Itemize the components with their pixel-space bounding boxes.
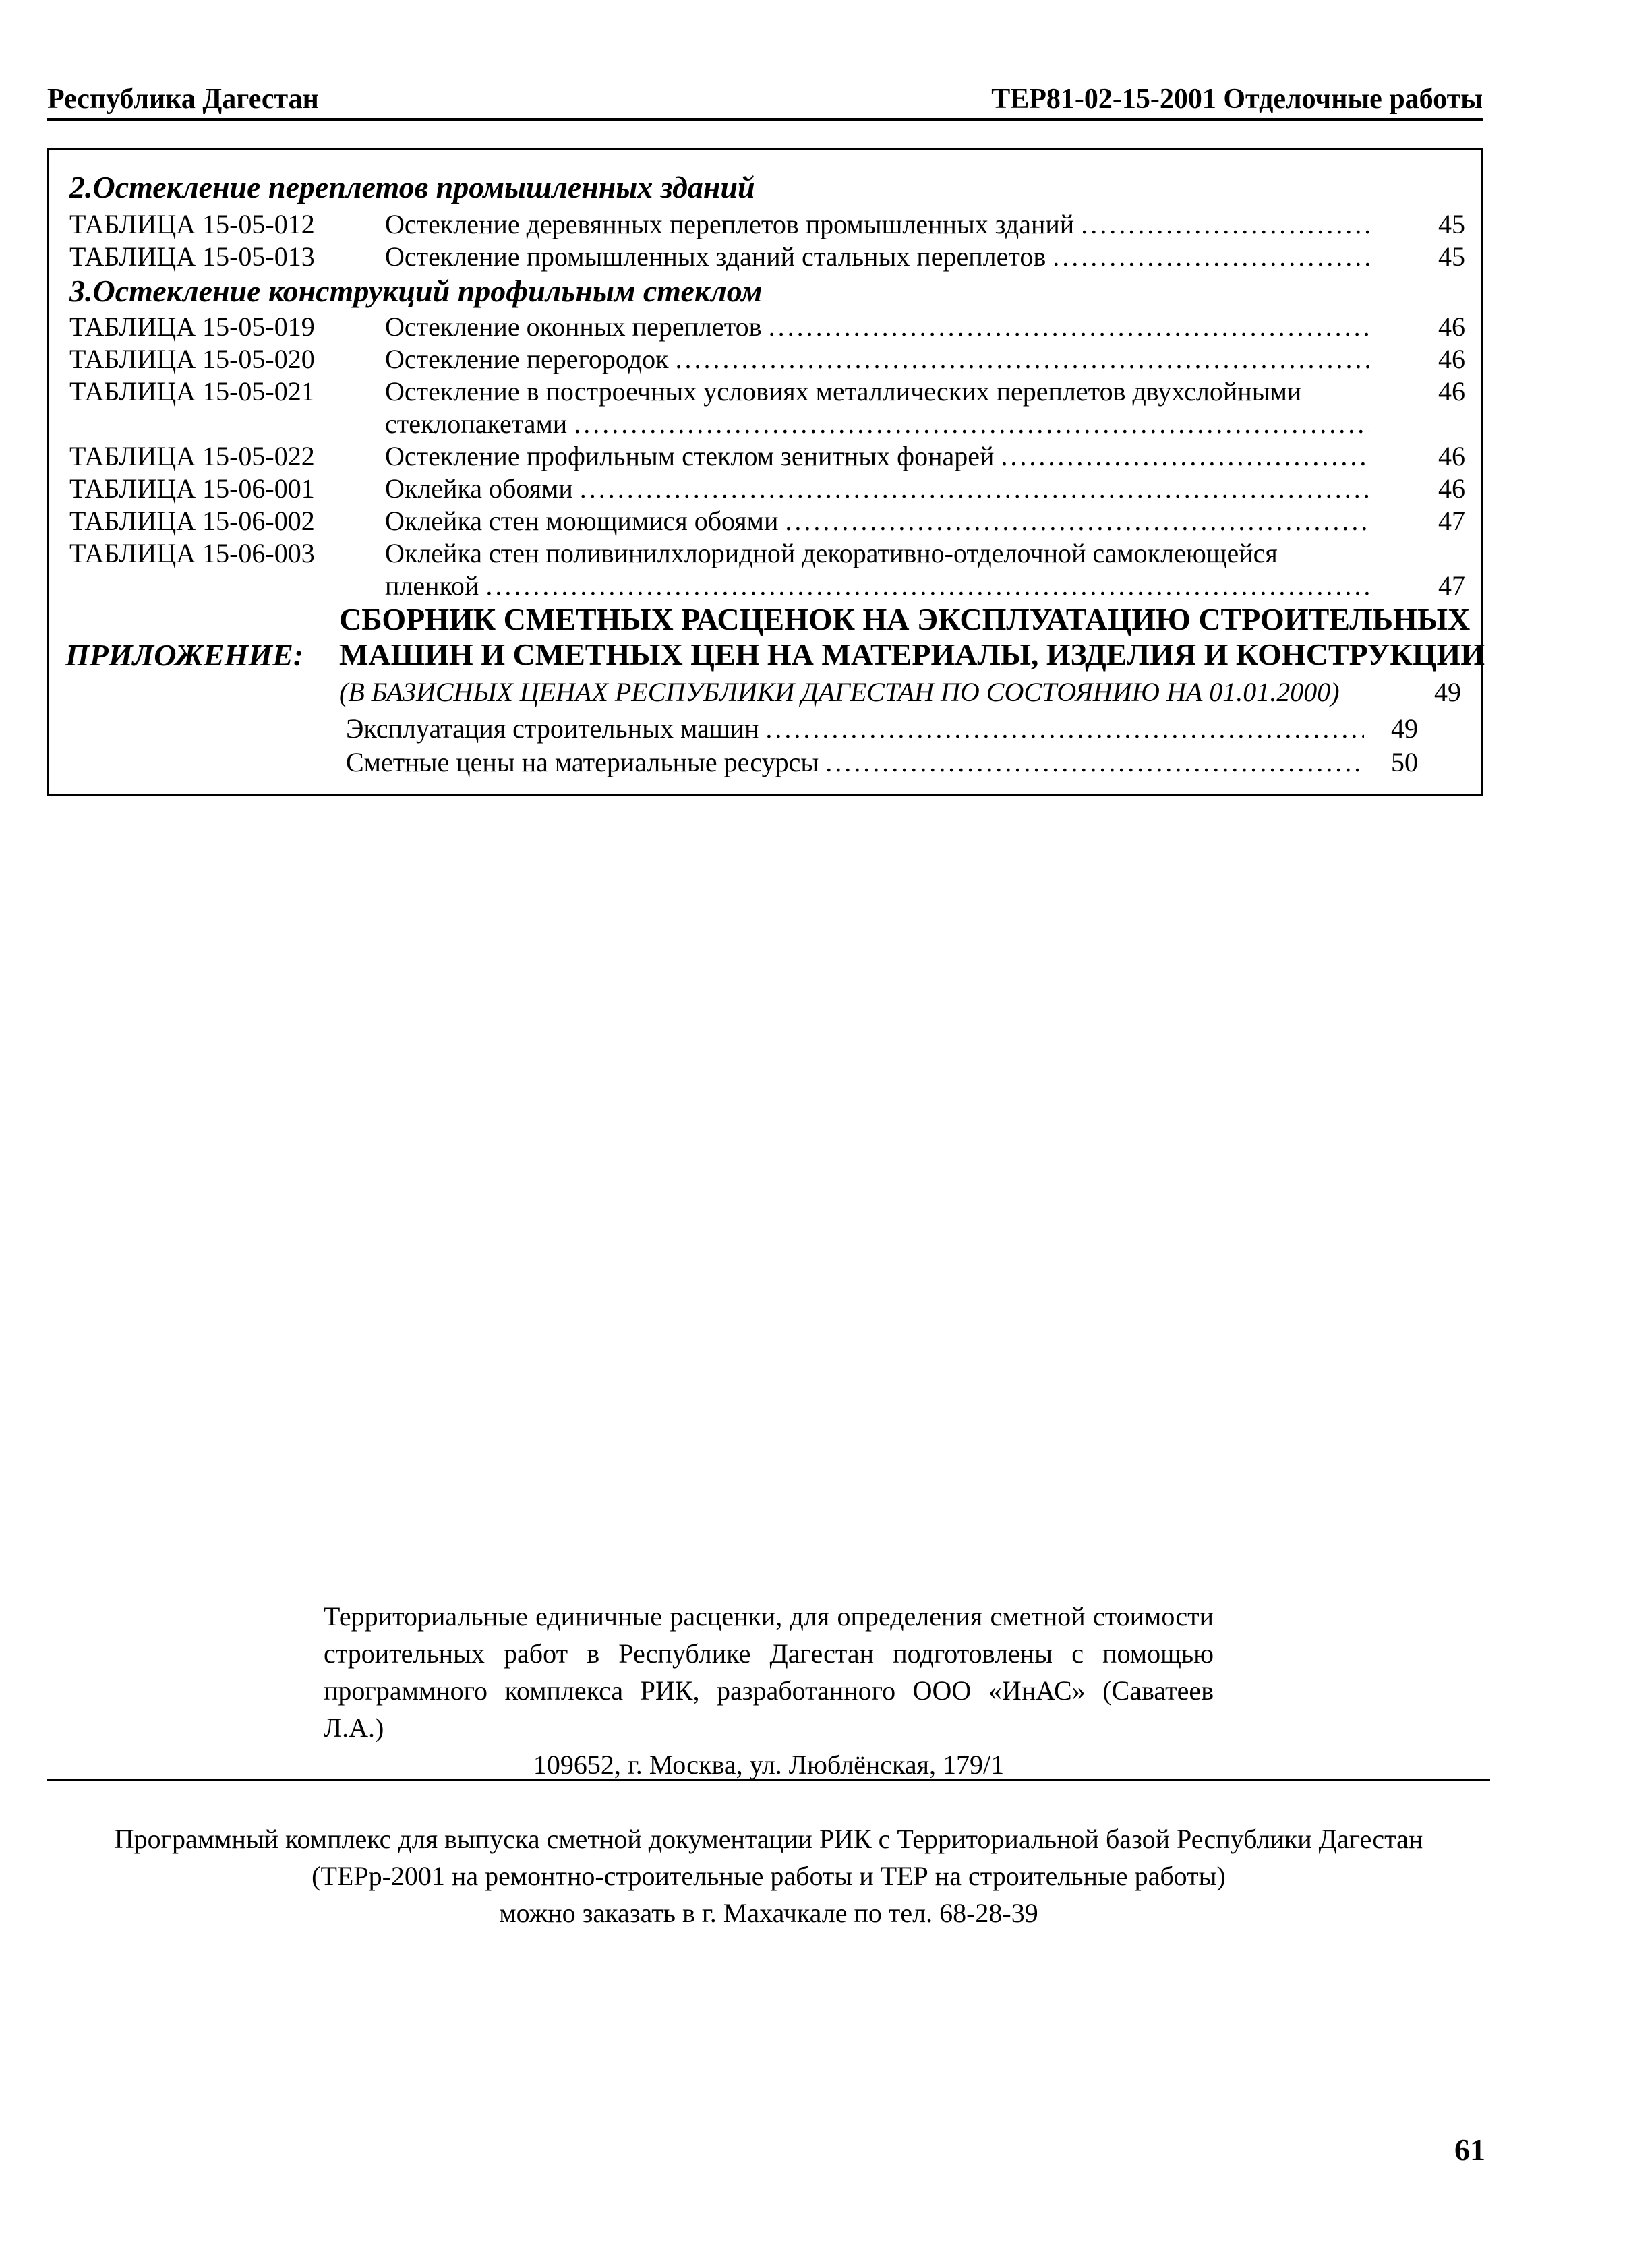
toc-entry-code: ТАБЛИЦА 15-05-021 xyxy=(69,376,315,407)
page-number: 61 xyxy=(1454,2132,1485,2167)
horizontal-rule xyxy=(47,1779,1490,1781)
toc-entry-title-line2: пленкой . . . xyxy=(385,570,1369,602)
toc-entry-title: Оклейка обоями . . . xyxy=(385,473,1369,505)
toc-entry-page: 46 xyxy=(1438,473,1465,504)
section-3-title: 3.Остекление конструкций профильным стеклом xyxy=(69,274,763,308)
toc-entry-page: 47 xyxy=(1438,506,1465,536)
running-header xyxy=(47,80,1483,121)
toc-entry-title-line1: Оклейка стен поливинилхлоридной декоративно-отделочной самоклеющейся xyxy=(385,538,1278,568)
header-region: Республика Дагестан xyxy=(47,84,319,115)
toc-entry-title: Остекление промышленных зданий стальных переплетов . . . xyxy=(385,241,1369,273)
toc-entry-code: ТАБЛИЦА 15-05-013 xyxy=(69,241,315,272)
order-info xyxy=(61,1820,1477,1932)
toc-entry-page: 45 xyxy=(1438,241,1465,272)
order-phone-line: можно заказать в г. Махачкале по тел. 68-28-39 xyxy=(499,1898,1038,1928)
credits-block xyxy=(324,1598,1214,1783)
appendix-heading-line2: МАШИН И СМЕТНЫХ ЦЕН НА МАТЕРИАЛЫ, ИЗДЕЛИЯ И КОНСТРУКЦИИ xyxy=(339,637,1485,672)
appendix-heading-line1: СБОРНИК СМЕТНЫХ РАСЦЕНОК НА ЭКСПЛУАТАЦИЮ СТРОИТЕЛЬНЫХ xyxy=(339,602,1471,636)
credits-address: 109652, г. Москва, ул. Люблёнская, 179/1 xyxy=(533,1750,1005,1780)
toc-entry-title-line2: стеклопакетами . . . xyxy=(385,408,1369,440)
appendix-entry[interactable] xyxy=(346,746,1418,778)
appendix-entry-page: 49 xyxy=(1391,713,1418,744)
toc-entry-page: 45 xyxy=(1438,209,1465,239)
header-document-title: ТЕР81-02-15-2001 Отделочные работы xyxy=(991,84,1483,115)
appendix-subheading: (В БАЗИСНЫХ ЦЕНАХ РЕСПУБЛИКИ ДАГЕСТАН ПО СОСТОЯНИЮ НА 01.01.2000) xyxy=(339,677,1340,707)
appendix-entry-page: 50 xyxy=(1391,747,1418,777)
toc-entry-title-line1: Остекление в построечных условиях металлических переплетов двухслойными xyxy=(385,376,1302,407)
toc-entry-page: 46 xyxy=(1438,311,1465,342)
appendix-label: ПРИЛОЖЕНИЕ: xyxy=(65,638,304,672)
credits-line: строительных работ в Республике Дагестан подготовлены с помощью xyxy=(324,1638,1214,1669)
toc-entry-code: ТАБЛИЦА 15-05-020 xyxy=(69,344,315,374)
toc-entry-page: 46 xyxy=(1438,441,1465,471)
toc-box xyxy=(47,148,1483,796)
toc-entry-code: ТАБЛИЦА 15-05-019 xyxy=(69,311,315,342)
toc-entry-code: ТАБЛИЦА 15-06-001 xyxy=(69,473,315,504)
toc-entry-title: Остекление деревянных переплетов промышленных зданий . . . xyxy=(385,208,1369,241)
appendix-entry-title: Эксплуатация строительных машин . . . xyxy=(346,713,1364,744)
toc-entry-title: Остекление перегородок . . . xyxy=(385,343,1369,376)
toc-entry-code: ТАБЛИЦА 15-06-003 xyxy=(69,538,315,568)
toc-entry-title: Остекление профильным стеклом зенитных фонарей . . . xyxy=(385,440,1369,473)
toc-entry-page: 46 xyxy=(1438,344,1465,374)
credits-line: Территориальные единичные расценки, для определения сметной стоимости xyxy=(324,1601,1214,1632)
toc-entry-code: ТАБЛИЦА 15-05-022 xyxy=(69,441,315,471)
appendix-subheading-page: 49 xyxy=(1434,677,1461,707)
toc-entry-title: Остекление оконных переплетов . . . xyxy=(385,311,1369,343)
toc-entry-code: ТАБЛИЦА 15-06-002 xyxy=(69,506,315,536)
order-line: (ТЕРр-2001 на ремонтно-строительные работы и ТЕР на строительные работы) xyxy=(312,1861,1226,1891)
section-2-title: 2.Остекление переплетов промышленных зданий xyxy=(69,170,755,204)
appendix-entry-title: Сметные цены на материальные ресурсы . . . xyxy=(346,746,1364,778)
credits-line: программного комплекса РИК, разработанного ООО «ИнАС» (Саватеев Л.А.) xyxy=(324,1675,1214,1743)
toc-entry-code: ТАБЛИЦА 15-05-012 xyxy=(69,209,315,239)
order-line: Программный комплекс для выпуска сметной документации РИК с Территориальной базой Республики Дагестан xyxy=(114,1824,1423,1854)
toc-entry-page: 46 xyxy=(1438,376,1465,407)
appendix-entry[interactable] xyxy=(346,713,1418,744)
toc-entry-title: Оклейка стен моющимися обоями . . . xyxy=(385,505,1369,537)
toc-entry-page: 47 xyxy=(1438,570,1465,601)
